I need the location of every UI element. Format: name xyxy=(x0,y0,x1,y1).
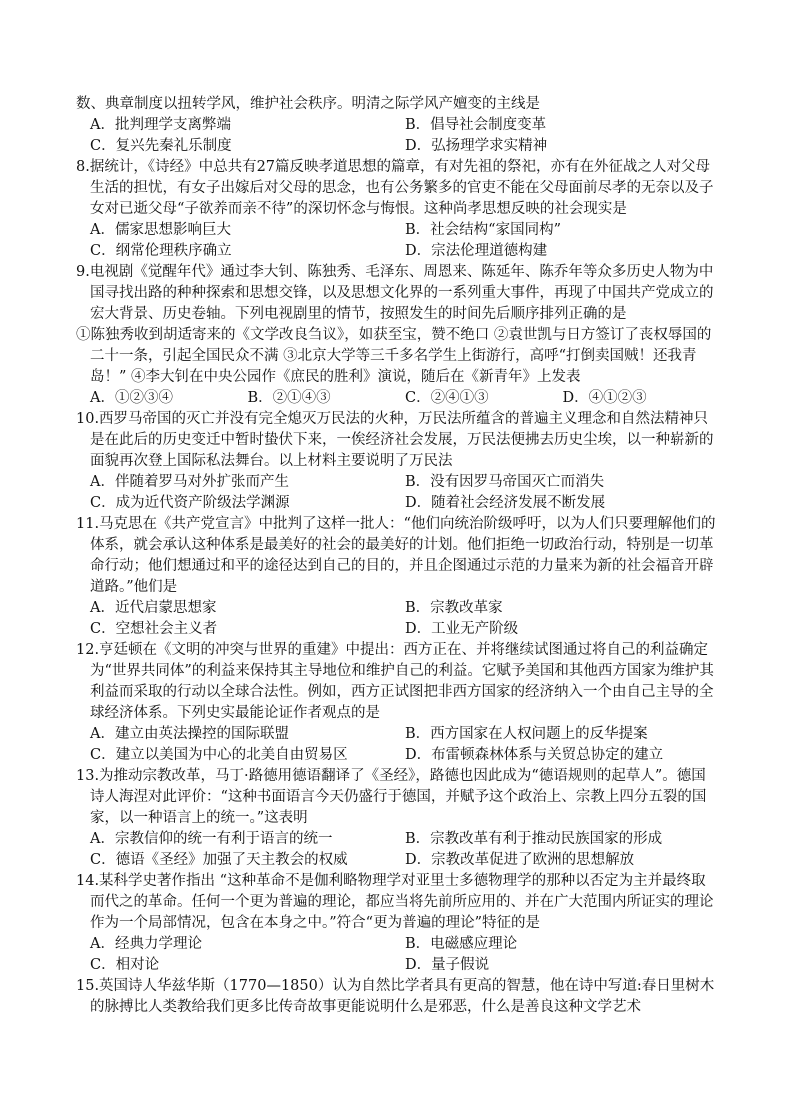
option-b: B．宗教改革有利于推动民族国家的形成 xyxy=(405,831,663,847)
question-15-stem: 15.英国诗人华兹华斯（1770—1850）认为自然比学者具有更高的智慧，他在诗中写道:春日里树木的脉搏比人类教给我们更多比传奇故事更能说明什么是邪恶，什么是善良这种文学艺术 xyxy=(76,978,715,1015)
question-8-stem: 8.据统计，《诗经》中总共有27篇反映孝道思想的篇章，有对先祖的祭祀，亦有在外征战之人对父母生活的担忧，有女子出嫁后对父母的思念，也有公务繁多的官吏不能在父母面前尽孝的无奈以及子女对已逝父母“子欲养而亲不待”的深切怀念与悔恨。这种尚孝思想反映的社会现实是 xyxy=(76,159,714,217)
option-d: D．量子假说 xyxy=(405,957,490,973)
option-a: A．儒家思想影响巨大 xyxy=(90,222,231,238)
option-a: A．①②③④ xyxy=(90,390,173,406)
question-13 xyxy=(76,766,720,871)
option-c: C．成为近代资产阶级法学渊源 xyxy=(90,495,290,511)
question-13-stem: 13.为推动宗教改革，马丁·路德用德语翻译了《圣经》，路德也因此成为“德语规则的起草人”。德国诗人海涅对此评价：“这种书面语言今天仍盛行于德国，并赋予这个政治上、宗教上四分五裂的国家，以一种语言上的统一。”这表明 xyxy=(76,768,707,826)
question-11-options xyxy=(90,598,720,640)
option-b: B．宗教改革家 xyxy=(405,600,503,616)
option-c: C．建立以美国为中心的北美自由贸易区 xyxy=(90,747,348,763)
option-c: C．纲常伦理秩序确立 xyxy=(90,243,232,259)
option-b: B．②①④③ xyxy=(247,390,331,406)
question-10-stem: 10.西罗马帝国的灭亡并没有完全熄灭万民法的火种，万民法所蕴含的普遍主义理念和自然法精神只是在此后的历史变迁中暂时蛰伏下来，一俟经济社会发展，万民法便拂去历史尘埃，以一种崭新的面貌再次登上国际私法舞台。以上材料主要说明了万民法 xyxy=(76,411,714,469)
question-15 xyxy=(76,976,720,1018)
option-a: A．经典力学理论 xyxy=(90,936,202,952)
question-11-stem: 11.马克思在《共产党宣言》中批判了这样一批人：“他们向统治阶级呼吁，以为人们只要理解他们的体系，就会承认这种体系是最美好的社会的最美好的计划。他们拒绝一切政治行动，特别是一切革命行动；他们想通过和平的途径达到自己的目的，并且企图通过示范的力量来为新的社会福音开辟道路。”他们是 xyxy=(76,516,716,595)
option-b: B．社会结构“家国同构” xyxy=(405,222,561,238)
option-d: D．弘扬理学求实精神 xyxy=(405,138,548,154)
question-7-stem-tail: 数、典章制度以扭转学风，维护社会秩序。明清之际学风产嬗变的主线是 xyxy=(76,96,540,112)
question-9-stem: 9.电视剧《觉醒年代》通过李大钊、陈独秀、毛泽东、周恩来、陈延年、陈乔年等众多历史人物为中国寻找出路的种种探索和思想交锋，以及思想文化界的一系列重大事件，再现了中国共产党成立的宏大背景、历史卷轴。下列电视剧里的情节，按照发生的时间先后顺序排列正确的是 xyxy=(76,264,714,322)
question-8 xyxy=(76,157,720,262)
question-7 xyxy=(76,94,720,157)
option-d: D．④①②③ xyxy=(562,390,647,406)
option-c: C．复兴先秦礼乐制度 xyxy=(90,138,232,154)
option-b: B．没有因罗马帝国灭亡而消失 xyxy=(405,474,605,490)
question-10 xyxy=(76,409,720,514)
option-a: A．建立由英法操控的国际联盟 xyxy=(90,726,289,742)
option-d: D．工业无产阶级 xyxy=(405,621,519,637)
option-a: A．宗教信仰的统一有利于语言的统一 xyxy=(90,831,333,847)
question-9-items: ①陈独秀收到胡适寄来的《文学改良刍议》，如获至宝，赞不绝口 ②袁世凯与日方签订了丧权辱国的二十一条，引起全国民众不满 ③北京大学等三千多名学生上街游行，高呼“打倒卖国贼！还我青岛！” ④李大钊在中央公园作《庶民的胜利》演说，随后在《新青年》上发表 xyxy=(76,327,712,385)
option-d: D．宗法伦理道德构建 xyxy=(405,243,548,259)
question-12 xyxy=(76,640,720,766)
question-9 xyxy=(76,262,720,409)
option-b: B．电磁感应理论 xyxy=(405,936,518,952)
question-13-options xyxy=(90,829,720,871)
option-a: A．伴随着罗马对外扩张而产生 xyxy=(90,474,289,490)
question-9-options xyxy=(90,388,720,409)
option-b: B．西方国家在人权问题上的反华提案 xyxy=(405,726,648,742)
question-14 xyxy=(76,871,720,976)
question-7-options xyxy=(90,115,720,157)
option-a: A．批判理学支离弊端 xyxy=(90,117,231,133)
question-12-stem: 12.亨廷顿在《文明的冲突与世界的重建》中提出：西方正在、并将继续试图通过将自己的利益确定为“世界共同体”的利益来保持其主导地位和维护自己的利益。它赋予美国和其他西方国家为维护其利益而采取的行动以全球合法性。例如，西方正试图把非西方国家的经济纳入一个由自己主导的全球经济体系。下列史实最能论证作者观点的是 xyxy=(76,642,714,721)
option-b: B．倡导社会制度变革 xyxy=(405,117,547,133)
question-11 xyxy=(76,514,720,640)
option-c: C．②④①③ xyxy=(405,390,489,406)
question-14-stem: 14.某科学史著作指出 “这种革命不是伽利略物理学对亚里士多德物理学的那种以否定为主并最终取而代之的革命。任何一个更为普遍的理论，都应当将先前所应用的、并在广大范围内所证实的理论作为一个局部情况，包含在本身之中。”符合“更为普遍的理论”特征的是 xyxy=(76,873,714,931)
option-d: D．宗教改革促进了欧洲的思想解放 xyxy=(405,852,635,868)
option-d: D．布雷顿森林体系与关贸总协定的建立 xyxy=(405,747,664,763)
question-12-options xyxy=(90,724,720,766)
option-c: C．相对论 xyxy=(90,957,160,973)
option-d: D．随着社会经济发展不断发展 xyxy=(405,495,606,511)
question-14-options xyxy=(90,934,720,976)
option-a: A．近代启蒙思想家 xyxy=(90,600,217,616)
option-c: C．空想社会主义者 xyxy=(90,621,218,637)
question-10-options xyxy=(90,472,720,514)
question-8-options xyxy=(90,220,720,262)
option-c: C．德语《圣经》加强了天主教会的权威 xyxy=(90,852,348,868)
